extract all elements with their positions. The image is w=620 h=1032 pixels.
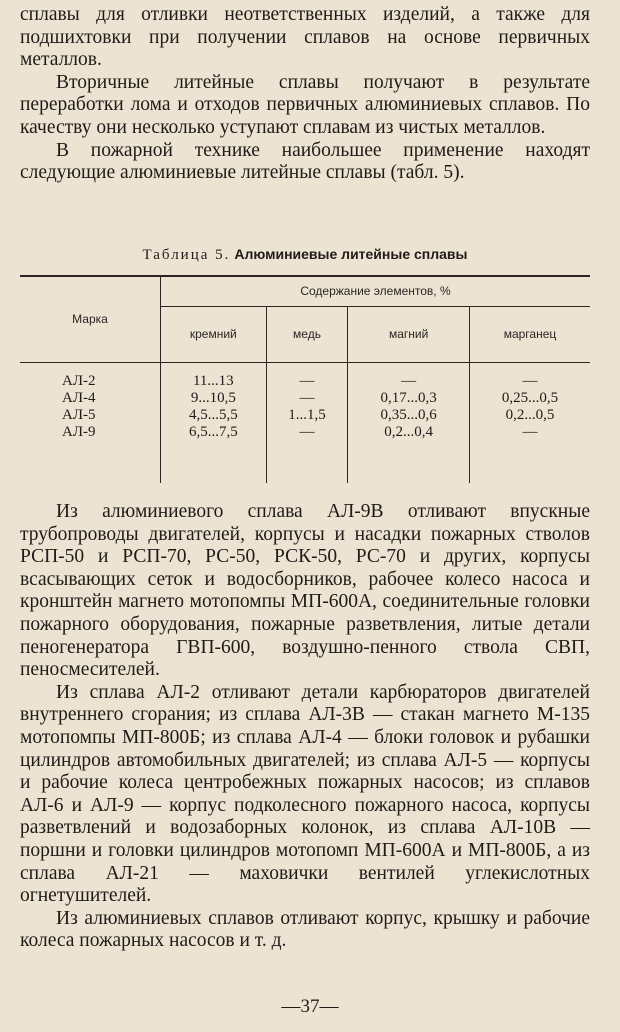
table-cell: 0,2...0,5 <box>505 406 555 423</box>
table-caption-title: Алюминиевые литейные сплавы <box>234 246 468 262</box>
table-cell: — <box>522 372 538 389</box>
table-cell: — <box>522 423 538 440</box>
column-magnesium-values <box>348 362 470 483</box>
table-cell: — <box>299 389 315 406</box>
table-caption <box>20 246 590 264</box>
paragraph: В пожарной технике наибольшее применение находят следующие алюминиевые литейные сплавы (табл. 5). <box>20 139 590 184</box>
table-cell: 4,5...5,5 <box>188 406 238 423</box>
table-cell: АЛ-4 <box>62 389 96 406</box>
table-cell: 1...1,5 <box>288 406 326 423</box>
table-cell: 11...13 <box>192 372 234 389</box>
column-group-header: Содержание элементов, % <box>161 276 591 306</box>
paragraph: сплавы для отливки неответственных изделий, а также для подшихтовки при получении сплавов на основе первичных металлов. <box>20 4 590 71</box>
table-cell: 0,2...0,4 <box>384 423 434 440</box>
table-cell: 0,25...0,5 <box>501 389 559 406</box>
table-cell: 0,17...0,3 <box>380 389 437 406</box>
page-number: —37— <box>281 996 339 1017</box>
bottom-text <box>20 501 590 953</box>
table-cell: 0,35...0,6 <box>380 406 437 423</box>
column-header-magnesium: магний <box>348 306 470 362</box>
table-cell: — <box>401 372 417 389</box>
table-cell: — <box>299 372 315 389</box>
table-caption-label: Таблица 5. <box>142 247 231 263</box>
paragraph: Вторичные литейные сплавы получают в результате переработки лома и отходов первичных алюминиевых сплавов. По качеству они несколько уступают сплавам из чистых металлов. <box>20 71 590 138</box>
paragraph: Из сплава АЛ-2 отливают детали карбюраторов двигателей внутреннего сгорания; из сплава АЛ-3В — стакан магнето М-135 мотопомпы МП-800Б; из сплава АЛ-4 — блоки головок и рубашки цилиндров автомобильных двигателей; из сплава АЛ-5 — корпусы и рабочие колеса центробежных пожарных насосов; из сплавов АЛ-6 и АЛ-9 — корпус подколесного пожарного насоса, корпусы разветвлений и водозаборных колонок, из сплава АЛ-10В — поршни и головки цилиндров мотопомп МП-600А и МП-800Б, а из сплава АЛ-21 — маховички вентилей углекислотных огнетушителей. <box>20 681 590 907</box>
table-cell: 9...10,5 <box>190 389 236 406</box>
alloys-table <box>20 275 590 483</box>
column-header-copper: медь <box>266 306 348 362</box>
table-cell: 6,5...7,5 <box>188 423 238 440</box>
paragraph: Из алюминиевых сплавов отливают корпус, крышку и рабочие колеса пожарных насосов и т. д. <box>20 907 590 952</box>
column-header-marka: Марка <box>20 276 161 362</box>
top-text <box>20 4 590 185</box>
table-cell: АЛ-2 <box>62 372 96 389</box>
column-header-manganese: марганец <box>469 306 590 362</box>
column-silicon-values <box>161 362 267 483</box>
paragraph: Из алюминиевого сплава АЛ-9В отливают впускные трубопроводы двигателей, корпусы и насадки пожарных стволов РСП-50 и РСП-70, РС-50, РСК-50, РС-70 и других, корпусы всасывающих сеток и водосборников, рабочее колесо насоса и кронштейн магнето мотопомпы МП-600А, соединительные головки пожарного оборудования, пожарные разветвления, литые детали пеногенератора ГВП-600, воздушно-пенного ствола СВП, пеносмесителей. <box>20 501 590 681</box>
column-manganese-values <box>469 362 590 483</box>
table-cell: — <box>299 423 315 440</box>
table-cell: АЛ-9 <box>62 423 96 440</box>
column-marka-values <box>20 362 161 483</box>
column-header-silicon: кремний <box>161 306 267 362</box>
column-copper-values <box>266 362 348 483</box>
table-cell: АЛ-5 <box>62 406 96 423</box>
